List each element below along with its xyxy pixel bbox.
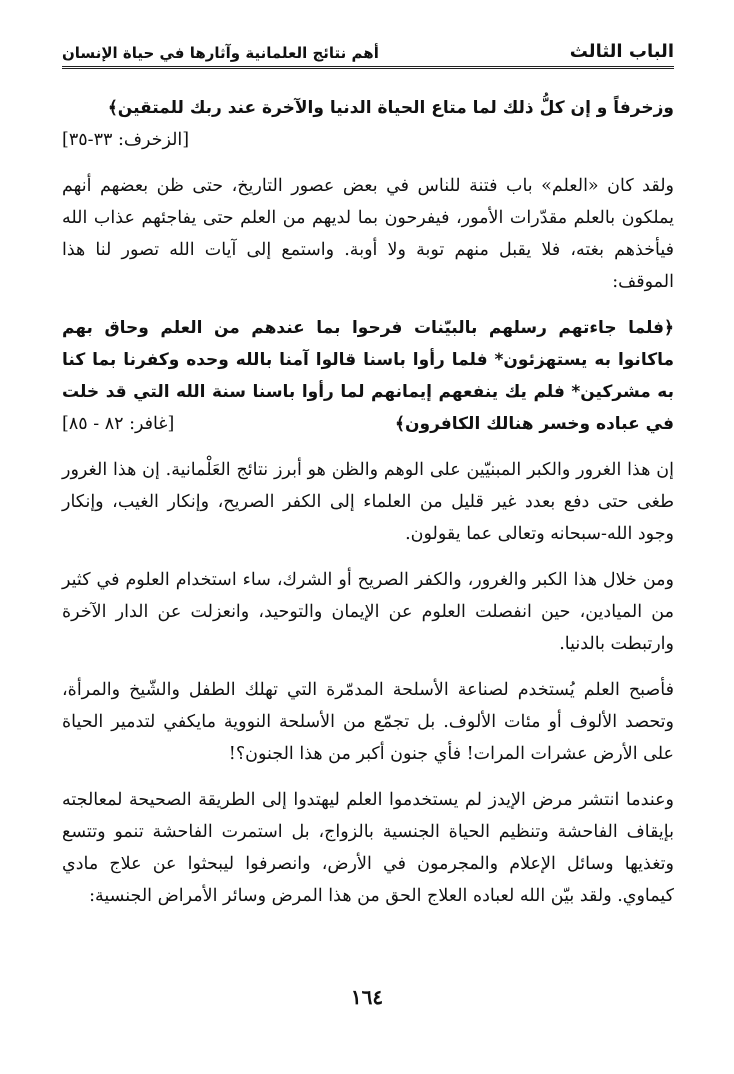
page-number: ١٦٤ <box>350 985 384 1009</box>
paragraph-3: ومن خلال هذا الكبر والغرور، والكفر الصريح أو الشرك، ساء استخدام العلوم في كثير من الميادين، حين انفصلت العلوم عن الإيمان والتوحيد، وانعزلت عن الدار الآخرة وارتبطت بالدنيا. <box>62 570 674 654</box>
chapter-label: الباب الثالث <box>569 41 674 62</box>
book-title: أهم نتائج العلمانية وآثارها في حياة الإنسان <box>62 44 379 62</box>
verse-reference-2: [غافر: ٨٢ - ٨٥] <box>62 414 175 434</box>
page-content <box>62 92 674 926</box>
paragraph-4: فأصبح العلم يُستخدم لصناعة الأسلحة المدمّرة التي تهلك الطفل والشّيخ والمرأة، وتحصد الألوف أو مئات الألوف. بل تجمّع من الأسلحة النووية مايكفي لتدمير الحياة على الأرض عشرات المرات! فأي جنون أكبر من هذا الجنون؟! <box>62 680 674 764</box>
quran-verse-2: ﴿فلما جاءتهم رسلهم بالبيّنات فرحوا بما عندهم من العلم وحاق بهم ماكانوا به يستهزئون* فلما رأوا باسنا قالوا آمنا بالله وحده وكفرنا بما كنا به مشركين* فلم يك ينفعهم إيمانهم لما رأوا باسنا سنة الله التي قد خلت في عباده وخسر هنالك الكافرون﴾ <box>62 318 674 434</box>
paragraph-1: ولقد كان «العلم» باب فتنة للناس في بعض عصور التاريخ، حتى ظن بعضهم أنهم يملكون بالعلم مقدّرات الأمور، فيفرحون بما لديهم من العلم حتى يفاجئهم عذاب الله فيأخذهم بغته، فلا يقبل منهم توبة ولا أوبة. واستمع إلى آيات الله تصور لنا هذا الموقف: <box>62 176 674 292</box>
verse-block-2 <box>62 312 674 440</box>
running-header <box>62 28 674 69</box>
verse-reference-1: [الزخرف: ٣٣-٣٥] <box>62 130 190 150</box>
paragraph-2: إن هذا الغرور والكبر المبنيّين على الوهم والظن هو أبرز نتائج العَلْمانية. إن هذا الغرور طغى حتى دفع بعدد غير قليل من العلماء إلى الكفر الصريح، وإنكار الغيب، وإنكار وجود الله-سبحانه وتعالى عما يقولون. <box>62 460 674 544</box>
verse-block-1 <box>62 92 674 156</box>
quran-verse-1: وزخرفاً و إن كلُّ ذلك لما متاع الحياة الدنيا والآخرة عند ربك للمتقين﴾ <box>107 98 674 118</box>
paragraph-5: وعندما انتشر مرض الإيدز لم يستخدموا العلم ليهتدوا إلى الطريقة الصحيحة لمعالجته بإيقاف الفاحشة وتنظيم الحياة الجنسية بالزواج، بل استمرت الفاحشة تنمو وتتسع وتغذيها وسائل الإعلام والمجرمون في الأرض، وانصرفوا ليبحثوا عن علاج مادي كيماوي. ولقد بيّن الله لعباده العلاج الحق من هذا المرض وسائر الأمراض الجنسية: <box>62 790 674 906</box>
